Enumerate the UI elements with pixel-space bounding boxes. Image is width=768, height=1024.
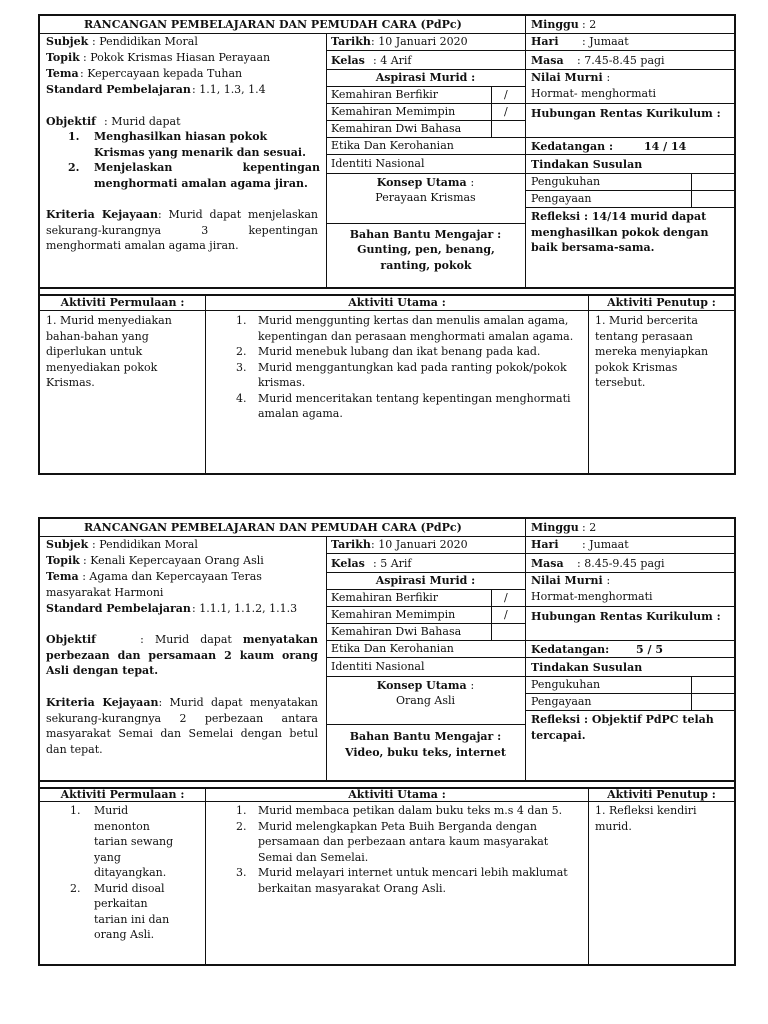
aktiviti-utama-item: 2. Murid menebuk lubang dan ikat benang pada kad. xyxy=(236,345,541,358)
subjek-label: Subjek xyxy=(46,35,89,48)
hari-label: Hari xyxy=(531,35,559,48)
aktiviti-utama-item: 2. Murid melengkapkan Peta Buih Berganda dengan persamaan dan perbezaan antara kaum masyarakat Semai dan Semelai. xyxy=(236,819,549,864)
aktiviti-utama-item: 4. Murid menceritakan tentang kepentingan menghormati amalan agama. xyxy=(236,391,571,420)
aktiviti-utama-item: 3. Murid melayari internet untuk mencari lebih maklumat berkaitan masyarakat Orang Asli. xyxy=(236,866,568,895)
masa-value: : 7.45-8.45 pagi xyxy=(577,54,665,67)
tarikh-value: : 10 Januari 2020 xyxy=(371,538,468,551)
aspirasi-item: Identiti Nasional xyxy=(331,660,425,673)
aktiviti-utama-label: Aktiviti Utama : xyxy=(348,788,446,801)
kedatangan-label: Kedatangan : xyxy=(531,140,614,153)
aspirasi-item: Kemahiran Berfikir xyxy=(331,88,439,101)
lesson-plan-2 xyxy=(38,517,736,966)
plan-title: RANCANGAN PEMBELAJARAN DAN PEMUDAH CARA (PdPc) xyxy=(84,521,462,534)
aktiviti-permulaan-label: Aktiviti Permulaan : xyxy=(60,296,185,309)
aspirasi-label: Aspirasi Murid : xyxy=(375,71,476,84)
topik-label: Topik xyxy=(46,554,80,567)
aktiviti-penutup-label: Aktiviti Penutup : xyxy=(607,296,716,309)
kelas-value: : 5 Arif xyxy=(373,557,412,570)
aspirasi-label: Aspirasi Murid : xyxy=(375,574,476,587)
aspirasi-item: Kemahiran Memimpin xyxy=(331,105,456,118)
aktiviti-utama-item: 3. Murid menggantungkan kad pada ranting pokok/pokok krismas. xyxy=(236,360,567,389)
minggu-value: : 2 xyxy=(582,521,597,534)
aspirasi-mark: / xyxy=(504,608,508,621)
konsep-value: Orang Asli xyxy=(395,694,456,707)
tarikh-label: Tarikh xyxy=(331,538,371,551)
nilai-label: Nilai Murni : xyxy=(531,71,611,84)
hubungan-label: Hubungan Rentas Kurikulum : xyxy=(531,107,721,120)
subjek-value: : Pendidikan Moral xyxy=(92,538,198,551)
aktiviti-penutup-text: 1. Refleksi kendiri murid. xyxy=(595,804,697,833)
bahan-value: Video, buku teks, internet xyxy=(344,746,507,759)
konsep-label: Konsep Utama : xyxy=(376,176,475,189)
tindakan-label: Tindakan Susulan xyxy=(531,158,643,171)
hari-value: : Jumaat xyxy=(582,538,629,551)
bahan-value: Gunting, pen, benang, ranting, pokok xyxy=(357,243,495,272)
topik-label: Topik xyxy=(46,51,80,64)
minggu-label: Minggu xyxy=(531,18,579,31)
objektif-list xyxy=(68,129,320,191)
aktiviti-utama-item: 1. Murid menggunting kertas dan menulis amalan agama, kepentingan dan perasaan menghormati amalan agama. xyxy=(236,314,574,343)
minggu-value: : 2 xyxy=(582,18,597,31)
topik-value: : Pokok Krismas Hiasan Perayaan xyxy=(83,51,271,64)
aktiviti-permulaan-text: 1. Murid menyediakan bahan-bahan yang diperlukan untuk menyediakan pokok Krismas. xyxy=(46,314,172,389)
aktiviti-penutup-label: Aktiviti Penutup : xyxy=(607,788,716,801)
pengayaan-label: Pengayaan xyxy=(531,695,592,708)
aspirasi-item: Kemahiran Berfikir xyxy=(331,591,439,604)
aspirasi-mark: / xyxy=(504,88,508,101)
nilai-value: Hormat-menghormati xyxy=(531,590,653,603)
aspirasi-item: Kemahiran Dwi Bahasa xyxy=(331,625,462,638)
masa-value: : 8.45-9.45 pagi xyxy=(577,557,665,570)
standard-value: : 1.1, 1.3, 1.4 xyxy=(192,83,266,96)
kelas-value: : 4 Arif xyxy=(373,54,412,67)
aspirasi-item: Kemahiran Dwi Bahasa xyxy=(331,122,462,135)
objektif-item: 2. Menjelaskan kepentingan menghormati amalan agama jiran. xyxy=(68,161,320,190)
minggu-label: Minggu xyxy=(531,521,579,534)
tarikh-value: : 10 Januari 2020 xyxy=(371,35,468,48)
refleksi: Refleksi : 14/14 murid dapat menghasilkan pokok dengan baik bersama-sama. xyxy=(531,210,709,254)
kelas-label: Kelas xyxy=(331,557,365,570)
nilai-label: Nilai Murni : xyxy=(531,574,611,587)
kedatangan-value: 14 / 14 xyxy=(644,140,687,153)
standard-label: Standard Pembelajaran xyxy=(46,83,191,96)
masa-label: Masa xyxy=(531,557,564,570)
hari-label: Hari xyxy=(531,538,559,551)
subjek-label: Subjek xyxy=(46,538,89,551)
kriteria-kejayaan: Kriteria Kejayaan: Murid dapat menjelaskan sekurang-kurangnya 3 kepentingan menghormati amalan agama jiran. xyxy=(46,208,318,252)
pengukuhan-label: Pengukuhan xyxy=(531,175,601,188)
aspirasi-item: Etika Dan Kerohanian xyxy=(331,139,454,152)
bahan-label: Bahan Bantu Mengajar : xyxy=(349,730,502,743)
aspirasi-item: Identiti Nasional xyxy=(331,157,425,170)
aktiviti-utama-item: 1. Murid membaca petikan dalam buku teks m.s 4 dan 5. xyxy=(236,804,563,817)
hari-value: : Jumaat xyxy=(582,35,629,48)
topik-value: : Kenali Kepercayaan Orang Asli xyxy=(83,554,264,567)
objektif: Objektif : Murid dapat menyatakan perbezaan dan persamaan 2 kaum orang Asli dengan tepat. xyxy=(46,633,318,677)
standard-value: : 1.1.1, 1.1.2, 1.1.3 xyxy=(192,602,298,615)
standard-label: Standard Pembelajaran xyxy=(46,602,191,615)
tindakan-label: Tindakan Susulan xyxy=(531,661,643,674)
aktiviti-permulaan-list xyxy=(70,803,198,943)
objektif-label: Objektif xyxy=(46,115,96,128)
aspirasi-item: Etika Dan Kerohanian xyxy=(331,642,454,655)
objektif-intro: : Murid dapat xyxy=(104,115,181,128)
aktiviti-utama-list xyxy=(236,803,576,896)
aktiviti-utama-label: Aktiviti Utama : xyxy=(348,296,446,309)
lesson-plan-1 xyxy=(38,14,736,475)
refleksi: Refleksi : Objektif PdPC telah tercapai. xyxy=(531,713,714,742)
tema-label: Tema xyxy=(46,67,79,80)
subjek-value: : Pendidikan Moral xyxy=(92,35,198,48)
nilai-value: Hormat- menghormati xyxy=(531,87,657,100)
tarikh-label: Tarikh xyxy=(331,35,371,48)
kelas-label: Kelas xyxy=(331,54,365,67)
konsep-label: Konsep Utama : xyxy=(376,679,475,692)
aktiviti-penutup-text: 1. Murid bercerita tentang perasaan mereka menyiapkan pokok Krismas tersebut. xyxy=(595,314,709,389)
objektif-item: 1. Menghasilkan hiasan pokok Krismas yang menarik dan sesuai. xyxy=(68,130,306,159)
kedatangan-label: Kedatangan: xyxy=(531,643,610,656)
tema: Tema : Agama dan Kepercayaan Teras masyarakat Harmoni xyxy=(46,570,262,599)
plan-title: RANCANGAN PEMBELAJARAN DAN PEMUDAH CARA (PdPc) xyxy=(84,18,462,31)
konsep-value: Perayaan Krismas xyxy=(375,191,476,204)
aspirasi-item: Kemahiran Memimpin xyxy=(331,608,456,621)
hubungan-label: Hubungan Rentas Kurikulum : xyxy=(531,610,721,623)
kriteria-kejayaan: Kriteria Kejayaan: Murid dapat menyatakan sekurang-kurangnya 2 perbezaan antara masyarakat Semai dan Semelai dengan betul dan tepat. xyxy=(46,696,318,756)
pengukuhan-label: Pengukuhan xyxy=(531,678,601,691)
tema-value: : Kepercayaan kepada Tuhan xyxy=(80,67,243,80)
pengayaan-label: Pengayaan xyxy=(531,192,592,205)
aspirasi-mark: / xyxy=(504,105,508,118)
aktiviti-permulaan-item: 2. Murid disoal perkaitan tarian ini dan orang Asli. xyxy=(70,881,170,941)
aktiviti-permulaan-label: Aktiviti Permulaan : xyxy=(60,788,185,801)
kedatangan-value: 5 / 5 xyxy=(636,643,663,656)
masa-label: Masa xyxy=(531,54,564,67)
aktiviti-permulaan-item: 1. Murid menonton tarian sewang yang ditayangkan. xyxy=(70,804,174,879)
aspirasi-mark: / xyxy=(504,591,508,604)
aktiviti-utama-list xyxy=(236,313,576,422)
bahan-label: Bahan Bantu Mengajar : xyxy=(349,228,502,241)
